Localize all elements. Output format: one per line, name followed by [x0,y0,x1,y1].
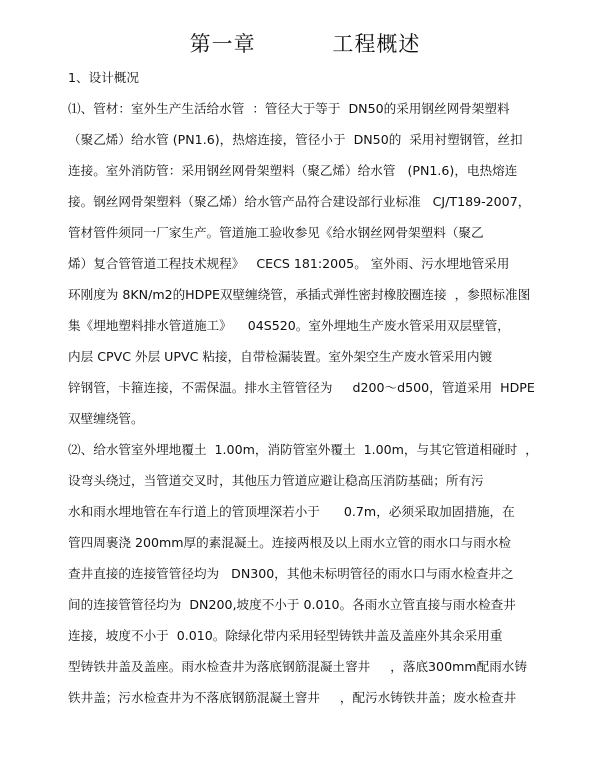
paragraph-line: 型铸铁井盖及盖座。雨水检查井为落底钢筋混凝土窨井 ，落底300mm配雨水铸 [68,659,527,674]
paragraph-line: 间的连接管管径均为 DN200,坡度不小于 0.010。各雨水立管直接与雨水检查井 [68,597,516,612]
paragraph-line: 接。钢丝网骨架塑料（聚乙烯）给水管产品符合建设部行业标准 CJ/T189-2007， [68,194,531,209]
paragraph-line: ⑵、给水管室外埋地覆土 1.00m，消防管室外覆土 1.00m，与其它管道相碰时 ， [68,442,538,457]
paragraph-line: 水和雨水埋地管在车行道上的管顶埋深若小于 0.7m，必须采取加固措施，在 [68,504,515,519]
paragraph-line: 锌钢管，卡箍连接，不需保温。排水主管管径为 d200～d500，管道采用 HDPE [68,380,535,395]
section-heading: 1、设计概况 [68,70,139,85]
paragraph-line: 连接。室外消防管：采用钢丝网骨架塑料（聚乙烯）给水管 (PN1.6)，电热熔连 [68,163,518,178]
paragraph-line: 铁井盖；污水检查井为不落底钢筋混凝土窨井 ，配污水铸铁井盖；废水检查井 [68,690,517,705]
chapter-title: 第一章 工程概述 [189,32,421,56]
paragraph-line: 集《埋地塑料排水管道施工》 04S520。室外埋地生产废水管采用双层壁管， [68,318,510,333]
paragraph-line: 烯）复合管管道工程技术规程》 CECS 181:2005。 室外雨、污水埋地管采用 [68,256,510,271]
paragraph-line: 双壁缠绕管。 [68,411,144,426]
paragraph-line: 内层 CPVC 外层 UPVC 粘接，自带检漏装置。室外架空生产废水管采用内镀 [68,349,493,364]
paragraph-line: 环刚度为 8KN/m2的HDPE双壁缠绕管，承插式弹性密封橡胶圈连接 ，参照标准图 [68,287,531,302]
paragraph-line: 设弯头绕过，当管道交叉时，其他压力管道应避让稳高压消防基础；所有污 [68,473,484,488]
paragraph-line: （聚乙烯）给水管 (PN1.6)，热熔连接，管径小于 DN50的 采用衬塑钢管，丝扣 [68,132,523,147]
paragraph-line: 管四周裹浇 200mm厚的素混凝土。连接两根及以上雨水立管的雨水口与雨水检 [68,535,511,550]
paragraph-line: 查井直接的连接管管径均为 DN300，其他未标明管径的雨水口与雨水检查井之 [68,566,514,581]
paragraph-line: ⑴、管材：室外生产生活给水管 ：管径大于等于 DN50的采用钢丝网骨架塑料 [68,101,510,116]
paragraph-line: 连接，坡度不小于 0.010。除绿化带内采用轻型铸铁井盖及盖座外其余采用重 [68,628,503,643]
paragraph-line: 管材管件须同一厂家生产。管道施工验收参见《给水钢丝网骨架塑料（聚乙 [68,225,484,240]
